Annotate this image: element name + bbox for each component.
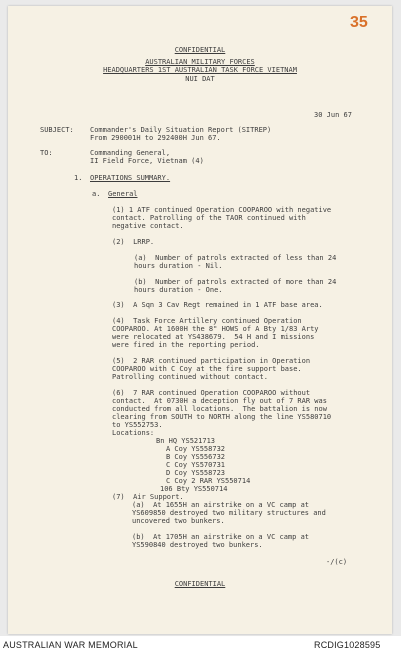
folio-number: 35 (350, 14, 368, 31)
location-entry: 106 Bty YS550714 (160, 485, 228, 493)
location: NUI DAT (185, 75, 215, 83)
subject-label: SUBJECT: (40, 126, 74, 134)
to-line-2: II Field Force, Vietnam (4) (90, 157, 204, 165)
to-label: TO: (40, 149, 53, 157)
para-6-line-4: clearing from SOUTH to NORTH along the line YS580710 (112, 413, 332, 421)
para-6-line-2: contact. At 0730H a deception fly out of 7 RAR was (112, 397, 327, 405)
para-5-line-3: Patrolling continued without contact. (112, 373, 268, 381)
para-7a-line-1: (a) At 1655H an airstrike on a VC camp at (132, 501, 310, 509)
subject-line-2: From 290001H to 292400H Jun 67. (90, 134, 221, 142)
location-entry: D Coy YS558723 (166, 469, 226, 477)
para-4-line-2: COOPAROO. At 1600H the 8" HOWS of A Bty 1/83 Arty (112, 325, 319, 333)
para-7a-line-3: uncovered two bunkers. (132, 517, 225, 525)
location-entry: B Coy YS556732 (166, 453, 226, 461)
para-3: (3) A Sqn 3 Cav Regt remained in 1 ATF base area. (112, 301, 323, 309)
section-number: 1. (74, 174, 83, 182)
section-title: OPERATIONS SUMMARY. (90, 174, 171, 182)
para-1-line-2: contact. Patrolling of the TAOR continued with (112, 214, 306, 222)
continuation-marker: -/(c) (326, 558, 348, 566)
sub-a-label: a. (92, 190, 101, 198)
para-2b-line-1: (b) Number of patrols extracted of more than 24 (134, 278, 337, 286)
classification-top: CONFIDENTIAL (174, 46, 226, 54)
classification-bottom: CONFIDENTIAL (174, 580, 226, 588)
subject-line-1: Commander's Daily Situation Report (SITREP) (90, 126, 272, 134)
para-2: (2) LRRP. (112, 238, 155, 246)
locations-label: Locations: (112, 429, 155, 437)
para-4-line-4: were fired in the reporting period. (112, 341, 260, 349)
org-line-2: HEADQUARTERS 1ST AUSTRALIAN TASK FORCE VIETNAM (103, 66, 297, 74)
para-1-line-1: (1) 1 ATF continued Operation COOPAROO with negative (112, 206, 332, 214)
para-7b-line-2: YS590840 destroyed two bunkers. (132, 541, 263, 549)
para-2a-line-1: (a) Number of patrols extracted of less than 24 (134, 254, 337, 262)
location-entry: Bn HQ YS521713 (156, 437, 216, 445)
para-5-line-1: (5) 2 RAR continued participation in Operation (112, 357, 311, 365)
para-6-line-3: conducted from all locations. The battalion is now (112, 405, 327, 413)
location-entry: C Coy YS570731 (166, 461, 226, 469)
footer-record-id: RCDIG1028595 (314, 640, 381, 650)
para-6-line-5: to YS552753. (112, 421, 163, 429)
report-date: 30 Jun 67 (314, 111, 352, 119)
para-2b-line-2: hours duration - One. (134, 286, 223, 294)
para-4-line-1: (4) Task Force Artillery continued Operation (112, 317, 302, 325)
sub-a-title: General (108, 190, 138, 198)
para-7a-line-2: YS609850 destroyed two military structures and (132, 509, 326, 517)
para-5-line-2: COOPAROO with C Coy at the fire support base. (112, 365, 302, 373)
org-line-1: AUSTRALIAN MILITARY FORCES (145, 58, 255, 66)
location-entry: C Coy 2 RAR YS550714 (166, 477, 251, 485)
para-2a-line-2: hours duration - Nil. (134, 262, 223, 270)
to-line-1: Commanding General, (90, 149, 171, 157)
para-4-line-3: were relocated at YS438679. 54 H and I missions (112, 333, 315, 341)
para-7b-line-1: (b) At 1705H an airstrike on a VC camp at (132, 533, 310, 541)
footer-archive-name: AUSTRALIAN WAR MEMORIAL (3, 640, 138, 650)
location-entry: A Coy YS558732 (166, 445, 226, 453)
para-7: (7) Air Support. (112, 493, 184, 501)
para-1-line-3: negative contact. (112, 222, 184, 230)
para-6-line-1: (6) 7 RAR continued Operation COOPAROO without (112, 389, 311, 397)
